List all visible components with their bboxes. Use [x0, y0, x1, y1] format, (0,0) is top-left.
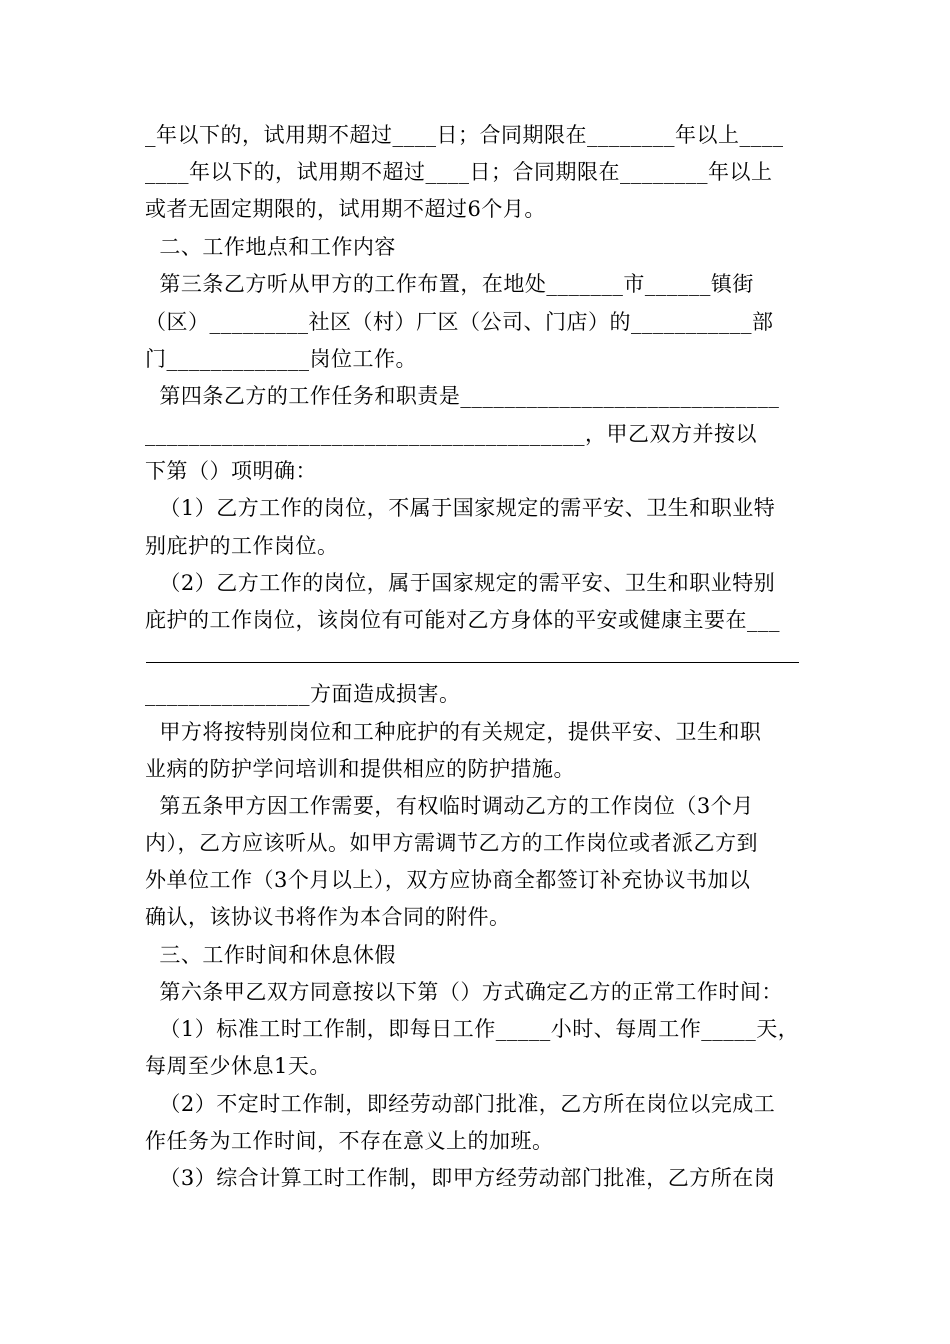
text-line: ________________________________________，甲乙双方并按以 [145, 422, 757, 446]
text-line: （1）乙方工作的岗位，不属于国家规定的需平安、卫生和职业特 [145, 496, 776, 520]
text-line: 甲方将按特别岗位和工种庇护的有关规定，提供平安、卫生和职 [145, 720, 762, 744]
text-line: （区）_________社区（村）厂区（公司、门店）的___________部 [145, 310, 774, 334]
section-heading: 三、工作时间和休息休假 [145, 943, 396, 967]
text-line: ____年以下的，试用期不超过____日；合同期限在________年以上 [145, 160, 773, 184]
text-line: 下第（）项明确： [145, 459, 317, 483]
text-line: 第五条甲方因工作需要，有权临时调动乙方的工作岗位（3个月 [145, 794, 754, 818]
text-line: _______________方面造成损害。 [145, 682, 461, 706]
text-line: 每周至少休息1天。 [145, 1054, 331, 1078]
text-line: 庇护的工作岗位，该岗位有可能对乙方身体的平安或健康主要在___ [145, 608, 780, 632]
section-heading: 二、工作地点和工作内容 [145, 235, 396, 259]
text-line: 作任务为工作时间，不存在意义上的加班。 [145, 1129, 554, 1153]
text-line: 或者无固定期限的，试用期不超过6个月。 [145, 197, 546, 221]
text-line: 第四条乙方的工作任务和职责是_____________________________ [145, 384, 780, 408]
blank-fill-line [146, 662, 799, 663]
text-line: 第三条乙方听从甲方的工作布置，在地处_______市______镇街 [145, 272, 754, 296]
text-line: 确认，该协议书将作为本合同的附件。 [145, 905, 511, 929]
text-line: _年以下的，试用期不超过____日；合同期限在________年以上____ [145, 123, 784, 147]
text-line: 第六条甲乙双方同意按以下第（）方式确定乙方的正常工作时间： [145, 980, 783, 1004]
text-line: （2）不定时工作制，即经劳动部门批准，乙方所在岗位以完成工 [145, 1092, 776, 1116]
text-line: （1）标准工时工作制，即每日工作_____小时、每周工作_____天， [145, 1017, 800, 1041]
text-line: 别庇护的工作岗位。 [145, 534, 339, 558]
text-line: 门_____________岗位工作。 [145, 347, 417, 371]
text-line: 业病的防护学问培训和提供相应的防护措施。 [145, 757, 575, 781]
text-line: （3）综合计算工时工作制，即甲方经劳动部门批准，乙方所在岗 [145, 1166, 776, 1190]
text-line: 外单位工作（3个月以上），双方应协商全都签订补充协议书加以 [145, 868, 751, 892]
text-line: 内），乙方应该听从。如甲方需调节乙方的工作岗位或者派乙方到 [145, 831, 758, 855]
text-line: （2）乙方工作的岗位，属于国家规定的需平安、卫生和职业特别 [145, 571, 776, 595]
